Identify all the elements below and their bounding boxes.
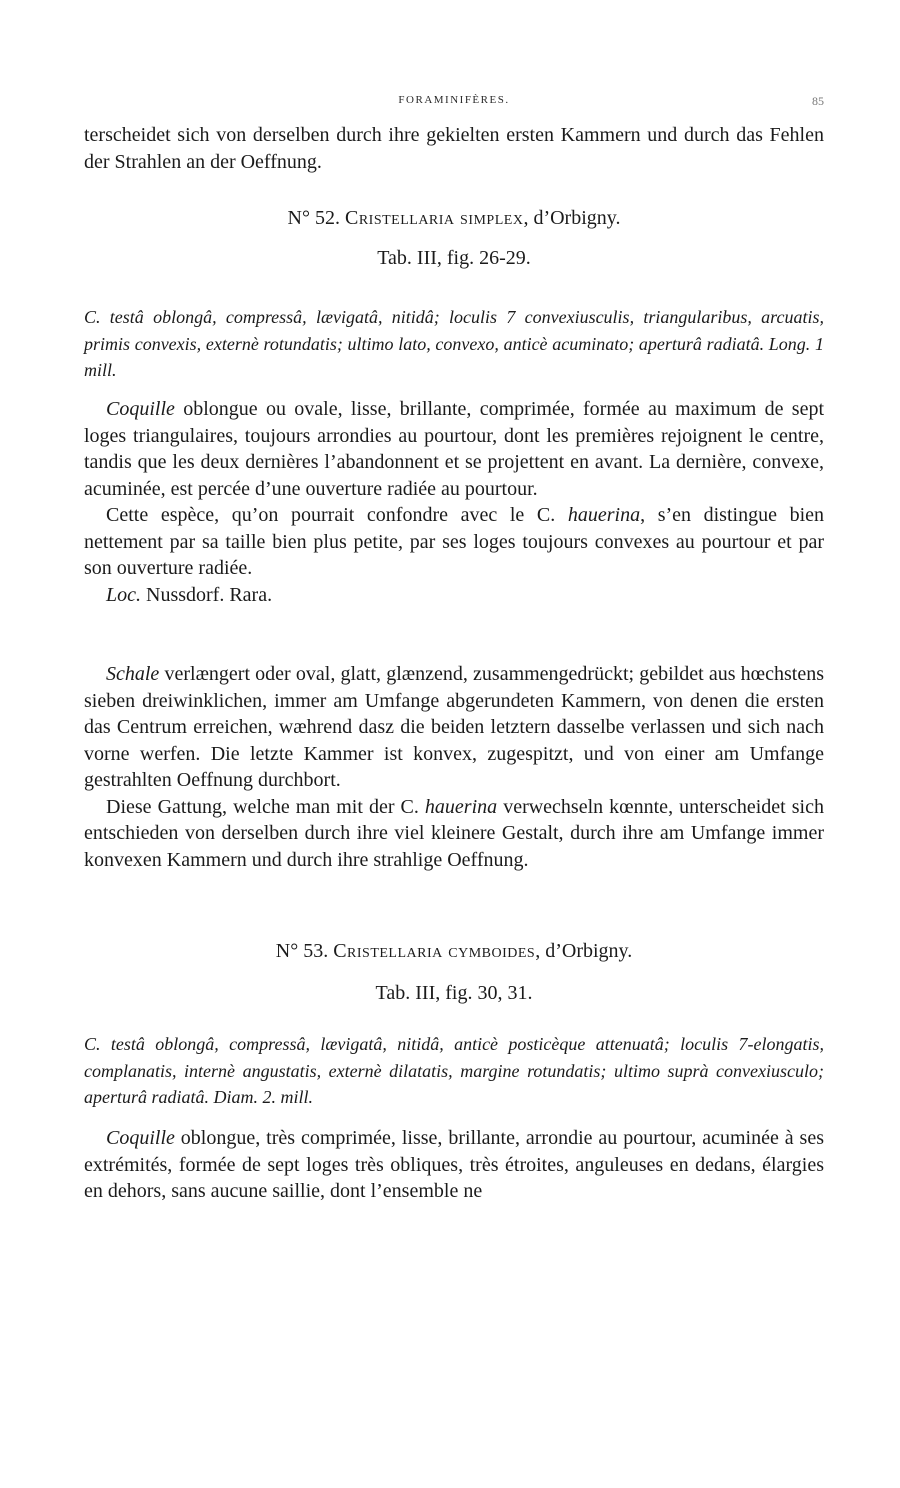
term-coquille: Coquille: [106, 1127, 175, 1149]
species-53-plate: Tab. III, fig. 30, 31.: [375, 982, 533, 1004]
running-head: FORAMINIFÈRES.: [398, 94, 510, 106]
term-coquille: Coquille: [106, 398, 175, 420]
species-52-plate: Tab. III, fig. 26-29.: [377, 247, 531, 269]
term-schale: Schale: [106, 663, 160, 685]
species-53-number: N° 53.: [275, 940, 329, 962]
species-52-locality: Loc. Nussdorf. Rara.: [106, 583, 273, 606]
page-header: [84, 94, 824, 112]
species-53-french-description: Coquille oblongue, très comprimée, lisse, brillante, arrondie au pourtour, acuminée à ses extrémités, formée de sept loges très obliques, très étroites, anguleuses en dedans, élargies en dehors, sans aucune saillie, dont l’ensemble ne: [84, 1127, 824, 1202]
page-number: 85: [812, 94, 824, 108]
species-52-french-comparison: Cette espèce, qu’on pourrait confondre avec le C. hauerina, s’en distingue bien nettement par sa taille bien plus petite, par ses loges toujours convexes au pourtour et par son ouverture radiée.: [84, 504, 824, 579]
species-52-name: Cristellaria simplex: [344, 207, 524, 229]
species-53-heading: [84, 940, 824, 963]
species-52-heading: [84, 207, 824, 230]
species-52-german-comparison: Diese Gattung, welche man mit der C. hauerina verwechseln kœnnte, unterscheidet sich entschieden von derselben durch ihre viel kleinere Gestalt, durch ihre am Umfange immer konvexen Kammern und durch ihre strahlige Oeffnung.: [84, 795, 824, 871]
species-52-author: , d’Orbigny.: [523, 207, 621, 229]
species-53-name: Cristellaria cymboides: [333, 940, 536, 962]
species-52-number: N° 52.: [287, 207, 340, 229]
species-53-author: , d’Orbigny.: [535, 940, 633, 962]
species-53-latin-diagnosis: C. testâ oblongâ, compressâ, lævigatâ, nitidâ, anticè posticèque attenuatâ; loculis 7-elongatis, complanatis, internè angustatis, externè dilatatis, margine rotundatis; ultimo suprà convexiusculo; aperturâ radiatâ. Diam. 2. mill.: [84, 1034, 824, 1107]
species-52-german-description: Schale verlængert oder oval, glatt, glænzend, zusammengedrückt; gebildet aus hœchstens sieben dreiwinklichen, immer am Umfange abgerundeten Kammern, von denen die ersten das Centrum erreichen, wæhrend dasz die beiden letztern dasselbe verlassen und sich nach vorne werfen. Die letzte Kammer ist konvex, zugespitzt, und von einer am Umfange gestrahlten Oeffnung durchbort. Diese Gattung, welche man mit der C. hauerina verwechseln kœnnte, unterscheidet sich entschieden von derselben durch ihre viel kleinere Gestalt, durch ihre am Umfange immer konvexen Kammern und durch ihre strahlige Oeffnung.: [84, 661, 824, 873]
species-52-french-description: Coquille oblongue ou ovale, lisse, brillante, comprimée, formée au maximum de sept loges triangulaires, toujours arrondies au pourtour, dont les premières rejoignent le centre, tandis que les deux dernières l’abandonnent et se projettent en avant. La dernière, convexe, acuminée, est percée d’une ouverture radiée au pourtour. Cette espèce, qu’on pourrait confondre avec le C. hauerina, s’en distingue bien nettement par sa taille bien plus petite, par ses loges toujours convexes au pourtour et par son ouverture radiée. Loc. Nussdorf. Rara.: [84, 396, 824, 608]
species-52-latin-diagnosis: C. testâ oblongâ, compressâ, lævigatâ, nitidâ; loculis 7 convexiusculis, triangularibus, arcuatis, primis convexis, externè rotundatis; ultimo lato, convexo, anticè acuminato; aperturâ radiatâ. Long. 1 mill.: [84, 307, 824, 380]
intro-paragraph: terscheidet sich von derselben durch ihre gekielten ersten Kammern und durch das Fehlen der Strahlen an der Oeffnung.: [84, 124, 824, 173]
